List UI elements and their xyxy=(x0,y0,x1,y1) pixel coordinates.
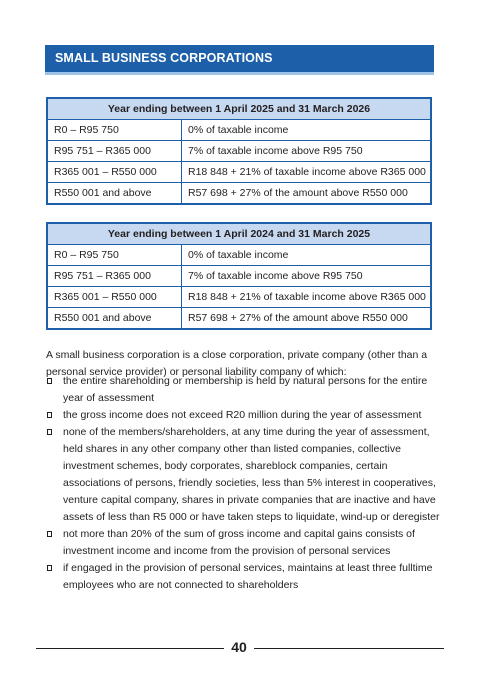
income-range-cell: R95 751 – R365 000 xyxy=(47,141,182,162)
section-title: SMALL BUSINESS CORPORATIONS xyxy=(45,45,434,75)
page-number: 40 xyxy=(231,639,247,655)
list-item-text: not more than 20% of the sum of gross income and capital gains consists of investment income and income from the provision of personal services xyxy=(63,528,415,557)
table-row xyxy=(47,120,431,141)
income-range-cell: R550 001 and above xyxy=(47,183,182,205)
square-bullet-icon xyxy=(47,378,52,384)
income-range-cell: R550 001 and above xyxy=(47,308,182,330)
tax-rate-cell: R18 848 + 21% of taxable income above R365 000 xyxy=(182,162,432,183)
square-bullet-icon xyxy=(47,429,52,435)
income-range-cell: R0 – R95 750 xyxy=(47,120,182,141)
square-bullet-icon xyxy=(47,531,52,537)
tax-rate-cell: R57 698 + 27% of the amount above R550 000 xyxy=(182,183,432,205)
list-item xyxy=(46,560,446,594)
income-range-cell: R95 751 – R365 000 xyxy=(47,266,182,287)
definition-intro: A small business corporation is a close corporation, private company (other than a personal service provider) or personal liability company of which: xyxy=(46,349,428,378)
tax-rate-cell: 0% of taxable income xyxy=(182,245,432,266)
footer-rule-right xyxy=(254,648,444,649)
table-row xyxy=(47,308,431,330)
square-bullet-icon xyxy=(47,412,52,418)
list-item-text: if engaged in the provision of personal services, maintains at least three fulltime employees who are not connected to shareholders xyxy=(63,562,433,591)
table-row xyxy=(47,245,431,266)
list-item xyxy=(46,373,446,407)
tax-rate-cell: 7% of taxable income above R95 750 xyxy=(182,141,432,162)
table-row xyxy=(47,183,431,205)
table-row xyxy=(47,266,431,287)
list-item xyxy=(46,407,446,424)
table-row xyxy=(47,141,431,162)
tax-rate-cell: R57 698 + 27% of the amount above R550 000 xyxy=(182,308,432,330)
income-range-cell: R365 001 – R550 000 xyxy=(47,162,182,183)
table-heading: Year ending between 1 April 2024 and 31 March 2025 xyxy=(47,223,431,245)
list-item xyxy=(46,424,446,526)
table-heading: Year ending between 1 April 2025 and 31 March 2026 xyxy=(47,98,431,120)
tax-rate-cell: 7% of taxable income above R95 750 xyxy=(182,266,432,287)
income-range-cell: R365 001 – R550 000 xyxy=(47,287,182,308)
list-item-text: the entire shareholding or membership is held by natural persons for the entire year of assessment xyxy=(63,375,428,404)
tax-table-2025 xyxy=(46,222,432,330)
list-item xyxy=(46,526,446,560)
criteria-list xyxy=(46,373,446,594)
tax-table-2026 xyxy=(46,97,432,205)
table-row xyxy=(47,162,431,183)
list-item-text: none of the members/shareholders, at any time during the year of assessment, held shares in any other company other than listed companies, collective investment schemes, body corporates, shareblock companies, certain associations of persons, friendly societies, less than 5% interest in cooperatives, venture capital company, shares in private companies that are inactive and have assets of less than R5 000 or have taken steps to liquidate, wind-up or deregister xyxy=(63,426,440,523)
tax-rate-cell: R18 848 + 21% of taxable income above R365 000 xyxy=(182,287,432,308)
square-bullet-icon xyxy=(47,565,52,571)
tax-rate-cell: 0% of taxable income xyxy=(182,120,432,141)
table-row xyxy=(47,287,431,308)
income-range-cell: R0 – R95 750 xyxy=(47,245,182,266)
list-item-text: the gross income does not exceed R20 million during the year of assessment xyxy=(63,409,422,421)
footer-rule-left xyxy=(36,648,224,649)
